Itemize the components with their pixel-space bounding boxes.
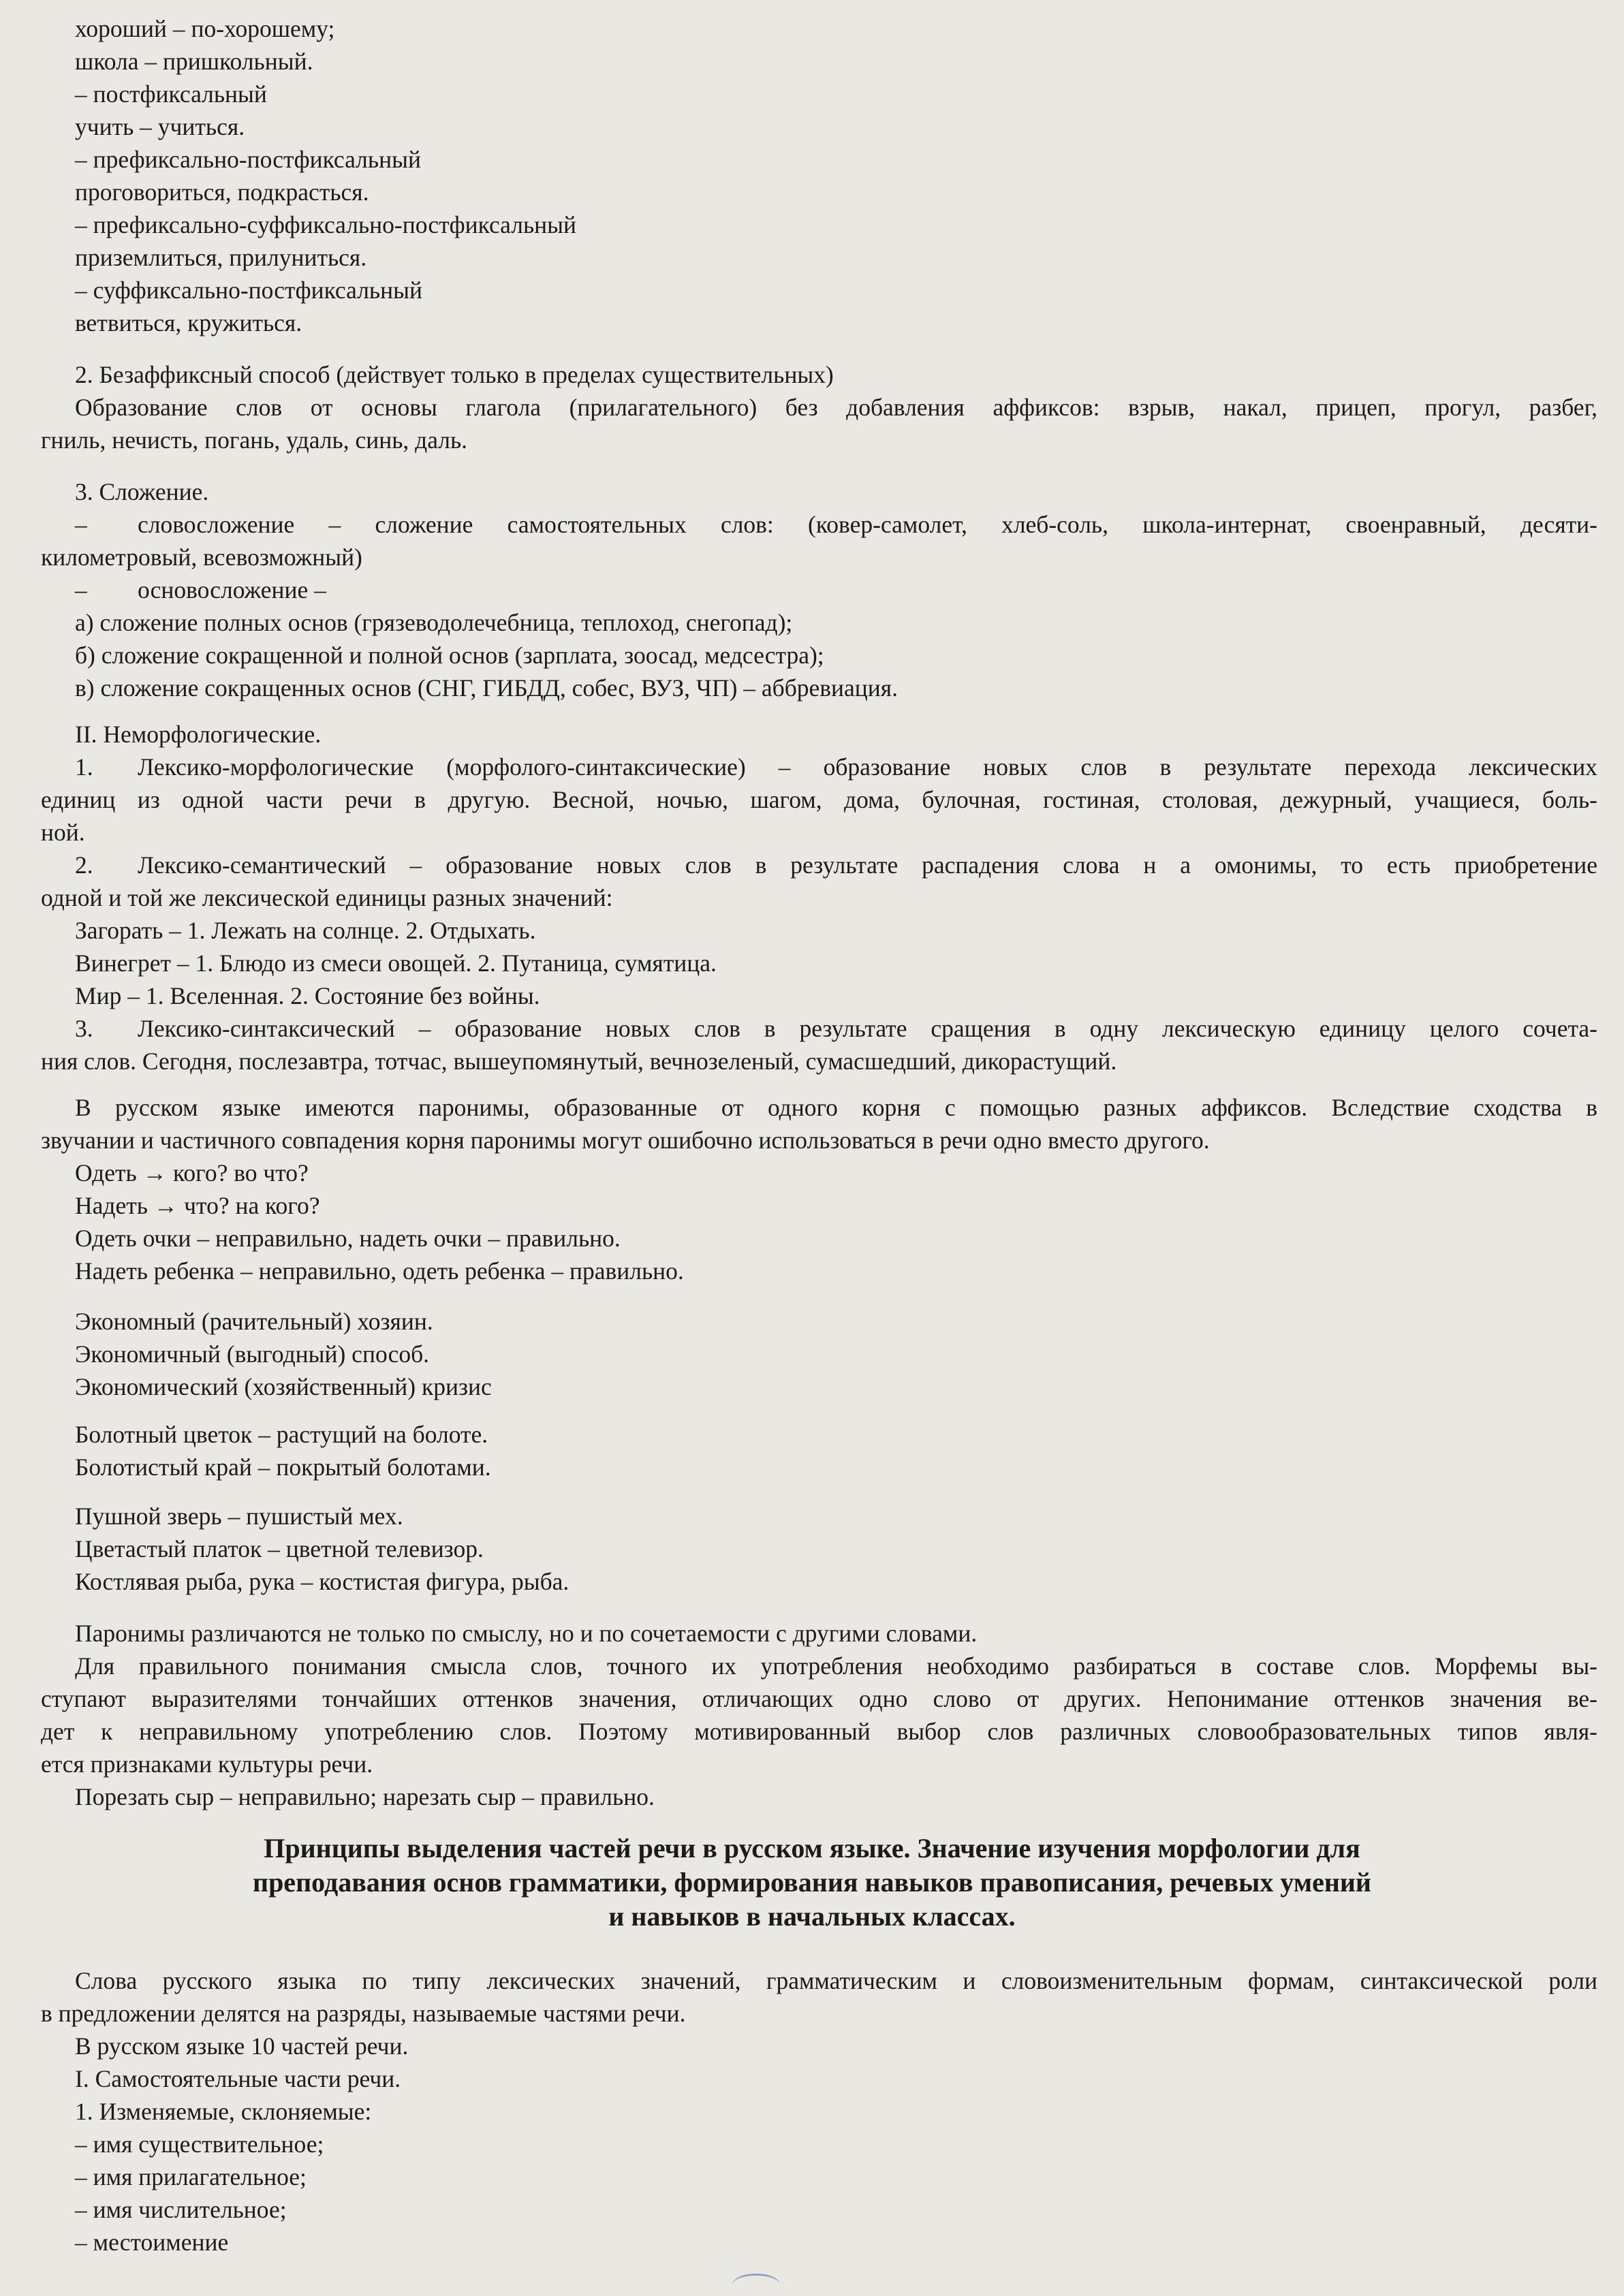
list-item: – имя существительное; (75, 2130, 324, 2158)
text-line: 1. Изменяемые, склоняемые: (75, 2098, 372, 2125)
text-line: в) сложение сокращенных основ (СНГ, ГИБДД, собес, ВУЗ, ЧП) – аббревиация. (75, 674, 899, 702)
text-line (75, 1158, 309, 1191)
text-line: – префиксально-постфиксальный (75, 146, 421, 173)
text-line: проговориться, подкрасться. (75, 178, 369, 206)
section-heading (0, 1832, 1624, 1934)
paragraph (41, 752, 1597, 850)
text-line: I. Самостоятельные части речи. (75, 2065, 401, 2092)
text-line: Цветастый платок – цветной телевизор. (75, 1535, 484, 1562)
text-fragment: Надеть (75, 1192, 148, 1219)
text-line: Болотный цветок – растущий на болоте. (75, 1421, 488, 1448)
list-number: 1. (75, 753, 93, 781)
text-line: километровый, всевозможный) (41, 544, 362, 571)
list-item: – имя прилагательное; (75, 2163, 307, 2190)
text-line: ной. (41, 819, 85, 846)
pen-mark (732, 2274, 780, 2296)
text-line: основосложение – (138, 576, 326, 603)
heading-line: и навыков в начальных классах. (608, 1901, 1016, 1932)
text-line: Одеть очки – неправильно, надеть очки – правильно. (75, 1225, 621, 1252)
text-line: – постфиксальный (75, 80, 267, 108)
text-line: ется признаками культуры речи. (41, 1750, 373, 1778)
list-item: – имя числительное; (75, 2196, 287, 2223)
text-line: ступают выразителями тончайших оттенков значения, отличающих одно слово от других. Непонимание оттенков значения ве- (41, 1685, 1597, 1712)
text-line: Костлявая рыба, рука – костистая фигура, рыба. (75, 1568, 569, 1595)
text-line: Экономичный (выгодный) способ. (75, 1340, 430, 1368)
text-line: – префиксально-суффиксально-постфиксальный (75, 211, 576, 238)
text-fragment: Одеть (75, 1159, 137, 1186)
text-line: Болотистый край – покрытый болотами. (75, 1453, 491, 1481)
text-line (75, 1191, 319, 1223)
paragraph (41, 1651, 1597, 1782)
list-item: – местоимение (75, 2229, 229, 2256)
paragraph (41, 1013, 1597, 1079)
heading-line: преподавания основ грамматики, формирования навыков правописания, речевых умений (253, 1867, 1371, 1898)
paragraph (41, 850, 1597, 915)
text-fragment: что? на кого? (184, 1192, 320, 1219)
text-line: б) сложение сокращенной и полной основ (зарплата, зоосад, медсестра); (75, 642, 824, 669)
text-line: в предложении делятся на разряды, называемые частями речи. (41, 2000, 686, 2027)
text-line: звучании и частичного совпадения корня паронимы могут ошибочно использоваться в речи одно вместо другого. (41, 1127, 1210, 1154)
list-dash: – (75, 511, 87, 538)
heading-line: Принципы выделения частей речи в русском языке. Значение изучения морфологии для (264, 1833, 1360, 1863)
text-line: приземлиться, прилуниться. (75, 244, 367, 271)
text-line: Порезать сыр – неправильно; нарезать сыр – правильно. (75, 1783, 655, 1810)
text-line: Экономный (рачительный) хозяин. (75, 1308, 433, 1335)
arrow-icon: → (153, 1192, 178, 1219)
text-line: Образование слов от основы глагола (прилагательного) без добавления аффиксов: взрыв, накал, прицеп, прогул, разбег, (75, 394, 1597, 421)
text-line: ния слов. Сегодня, послезавтра, тотчас, вышеупомянутый, вечнозеленый, сумасшедший, дикорастущий. (41, 1048, 1117, 1075)
text-line: Паронимы различаются не только по смыслу, но и по сочетаемости с другими словами. (75, 1620, 978, 1647)
paragraph (41, 1966, 1597, 2031)
text-line: В русском языке имеются паронимы, образованные от одного корня с помощью разных аффиксов. Вследствие сходства в (75, 1094, 1597, 1121)
text-line: Для правильного понимания смысла слов, точного их употребления необходимо разбираться в составе слов. Морфемы вы- (75, 1652, 1597, 1680)
section-title: 2. Безаффиксный способ (действует только в пределах существительных) (75, 361, 834, 388)
list-number: 2. (75, 851, 93, 879)
text-line: школа – пришкольный. (75, 48, 313, 75)
text-line: Слова русского языка по типу лексических значений, грамматическим и словоизменительным формам, синтаксической роли (75, 1967, 1597, 1994)
text-line: учить – учиться. (75, 113, 245, 140)
section-title: II. Неморфологические. (75, 721, 322, 748)
text-line: Винегрет – 1. Блюдо из смеси овощей. 2. Путаница, сумятица. (75, 949, 717, 977)
text-line: Мир – 1. Вселенная. 2. Состояние без войны. (75, 982, 540, 1009)
list-dash: – (75, 576, 87, 603)
text-line: Лексико-морфологические (морфолого-синтаксические) – образование новых слов в результате перехода лексических (138, 753, 1597, 781)
text-line: единиц из одной части речи в другую. Весной, ночью, шагом, дома, булочная, гостиная, столовая, дежурный, учащиеся, боль- (41, 786, 1597, 813)
text-line: Экономический (хозяйственный) кризис (75, 1373, 492, 1400)
section-title: 3. Сложение. (75, 478, 209, 505)
text-line: Лексико-синтаксический – образование новых слов в результате сращения в одну лексическую единицу целого сочета- (138, 1015, 1597, 1042)
list-number: 3. (75, 1015, 93, 1042)
text-line: – суффиксально-постфиксальный (75, 277, 422, 304)
paragraph (41, 509, 1597, 575)
paragraph (41, 1092, 1597, 1158)
text-line: дет к неправильному употреблению слов. Поэтому мотивированный выбор слов различных словообразовательных типов явля- (41, 1718, 1597, 1745)
text-line: Надеть ребенка – неправильно, одеть ребенка – правильно. (75, 1257, 684, 1285)
text-line: а) сложение полных основ (грязеводолечебница, теплоход, снегопад); (75, 609, 793, 636)
text-line: словосложение – сложение самостоятельных слов: (ковер-самолет, хлеб-соль, школа-интернат, своенравный, десяти- (138, 511, 1597, 538)
text-line: В русском языке 10 частей речи. (75, 2032, 409, 2060)
text-line: Лексико-семантический – образование новых слов в результате распадения слова н а омонимы, то есть приобретение (138, 851, 1597, 879)
text-line: хороший – по-хорошему; (75, 15, 335, 42)
text-line: Загорать – 1. Лежать на солнце. 2. Отдыхать. (75, 917, 536, 944)
text-line: ветвиться, кружиться. (75, 309, 302, 336)
text-line: гниль, нечисть, погань, удаль, синь, даль. (41, 426, 468, 454)
arrow-icon: → (142, 1159, 168, 1186)
paragraph (41, 392, 1597, 458)
text-line: Пушной зверь – пушистый мех. (75, 1503, 403, 1530)
text-line: одной и той же лексической единицы разных значений: (41, 884, 613, 911)
text-fragment: кого? во что? (172, 1159, 309, 1186)
